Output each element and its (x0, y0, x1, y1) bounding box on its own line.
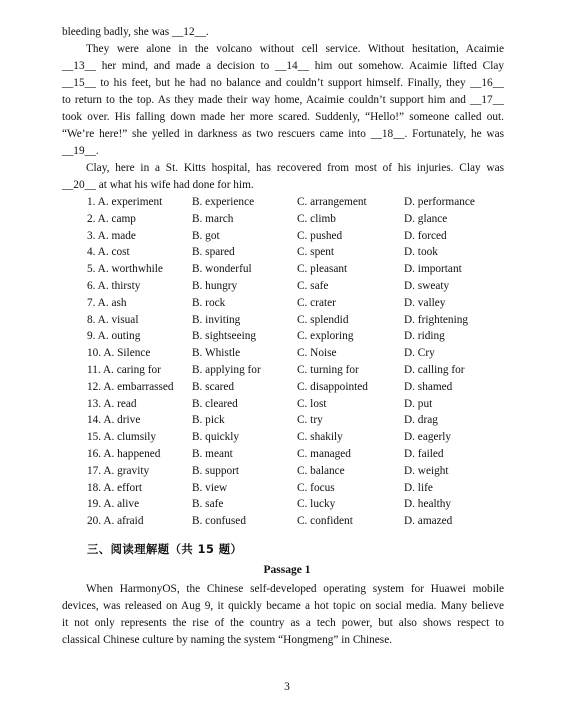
choice-option: C. disappointed (297, 380, 368, 393)
passage-line: it not only represents the rise of the country as a tech power, but also shows respect to (62, 617, 504, 629)
choice-option: C. try (297, 414, 323, 427)
choice-option: 14. A. drive (87, 414, 141, 427)
choice-row (87, 261, 507, 278)
choice-option: 13. A. read (87, 397, 137, 410)
choice-row (87, 244, 507, 261)
passage-line: __20__ at what his wife had done for him. (62, 179, 254, 191)
choice-option: C. splendid (297, 313, 349, 326)
choice-option: D. drag (404, 414, 438, 427)
choice-row (87, 480, 507, 497)
choice-row (87, 312, 507, 329)
section-heading: 三、阅读理解题（共 15 题） (87, 543, 243, 556)
passage-line: When HarmonyOS, the Chinese self-developed operating system for Huawei mobile (86, 583, 504, 595)
choice-option: C. turning for (297, 363, 359, 376)
choice-option: 8. A. visual (87, 313, 139, 326)
choice-option: 3. A. made (87, 229, 136, 242)
choice-option: C. lost (297, 397, 327, 410)
choice-option: B. confused (192, 515, 246, 528)
choice-option: D. Cry (404, 347, 435, 360)
choice-option: 19. A. alive (87, 498, 140, 511)
choice-option: 12. A. embarrassed (87, 380, 174, 393)
choice-option: C. pleasant (297, 263, 348, 276)
passage-title: Passage 1 (263, 564, 311, 576)
choice-option: B. sightseeing (192, 330, 257, 343)
choice-option: C. crater (297, 296, 336, 309)
choice-option: C. focus (297, 481, 335, 494)
choice-option: B. march (192, 212, 234, 225)
choice-row (87, 345, 507, 362)
answer-choices-list (87, 194, 507, 530)
choice-option: D. frightening (404, 313, 469, 326)
choice-option: D. calling for (404, 363, 465, 376)
choice-option: D. weight (404, 464, 449, 477)
choice-row (87, 362, 507, 379)
choice-option: B. quickly (192, 431, 240, 444)
passage-line: __19__. (62, 145, 99, 157)
choice-row (87, 463, 507, 480)
passage-line: classical Chinese culture by naming the system “Hongmeng” in Chinese. (62, 634, 393, 646)
choice-option: 11. A. caring for (87, 363, 161, 376)
choice-row (87, 429, 507, 446)
choice-option: B. hungry (192, 279, 238, 292)
choice-option: 15. A. clumsily (87, 431, 157, 444)
choice-option: C. arrangement (297, 196, 367, 208)
choice-option: C. Noise (297, 347, 337, 360)
passage-line: bleeding badly, she was __12__. (62, 26, 209, 38)
choice-option: D. healthy (404, 498, 452, 511)
choice-option: B. inviting (192, 313, 241, 326)
choice-row (87, 513, 507, 530)
passage-line: __15__ to his feet, but he had no balance and couldn’t support himself. Finally, they __16__ (62, 77, 504, 89)
choice-option: C. climb (297, 212, 336, 225)
passage-line: Clay, here in a St. Kitts hospital, has recovered from most of his injuries. Clay was (86, 162, 504, 174)
choice-option: D. failed (404, 447, 444, 460)
choice-row (87, 396, 507, 413)
choice-option: C. balance (297, 464, 345, 477)
choice-option: 10. A. Silence (87, 347, 151, 360)
choice-option: 16. A. happened (87, 447, 161, 460)
choice-option: 9. A. outing (87, 330, 141, 343)
choice-row (87, 211, 507, 228)
page-number: 3 (284, 681, 290, 693)
choice-option: C. lucky (297, 498, 336, 511)
choice-row (87, 228, 507, 245)
choice-option: D. performance (404, 196, 475, 208)
choice-option: C. confident (297, 515, 353, 528)
choice-option: D. important (404, 263, 462, 276)
passage-1-text (62, 581, 504, 649)
choice-option: B. got (192, 229, 220, 242)
choice-row (87, 295, 507, 312)
choice-option: D. shamed (404, 380, 453, 393)
choice-option: B. scared (192, 380, 235, 393)
passage-line: __13__ her mind, and made a decision to __14__ him out somehow. Acaimie lifted Clay (62, 60, 504, 72)
choice-option: D. life (404, 481, 433, 494)
passage-line: to return to the top. As they made their way home, Acaimie couldn’t support him and __17__ (62, 94, 504, 106)
choice-option: B. support (192, 464, 240, 477)
choice-row (87, 194, 507, 211)
choice-option: 4. A. cost (87, 246, 130, 259)
choice-option: D. eagerly (404, 431, 452, 444)
choice-option: D. put (404, 397, 433, 410)
choice-option: D. riding (404, 330, 445, 343)
choice-option: D. amazed (404, 515, 453, 528)
choice-option: 20. A. afraid (87, 515, 144, 528)
choice-option: B. pick (192, 414, 225, 427)
choice-option: B. view (192, 481, 228, 494)
choice-option: C. shakily (297, 431, 343, 444)
choice-option: 1. A. experiment (87, 196, 163, 208)
choice-option: C. exploring (297, 330, 354, 343)
choice-row (87, 446, 507, 463)
choice-option: 5. A. worthwhile (87, 263, 163, 276)
choice-option: D. valley (404, 296, 446, 309)
choice-option: B. meant (192, 447, 233, 460)
choice-option: B. rock (192, 296, 226, 309)
choice-option: C. pushed (297, 229, 343, 242)
choice-option: B. spared (192, 246, 235, 259)
choice-row (87, 379, 507, 396)
passage-line: They were alone in the volcano without cell service. Without hesitation, Acaimie (86, 43, 504, 55)
passage-line: devices, was released on Aug 9, it quickly became a hot topic on social media. Many believe (62, 600, 504, 612)
choice-option: B. safe (192, 498, 224, 511)
choice-option: B. experience (192, 196, 255, 208)
choice-option: B. applying for (192, 363, 261, 376)
choice-option: B. Whistle (192, 347, 241, 360)
choice-option: C. managed (297, 447, 351, 460)
choice-option: C. safe (297, 279, 329, 292)
choice-option: D. sweaty (404, 279, 450, 292)
choice-option: 17. A. gravity (87, 464, 150, 477)
cloze-passage-continued (62, 24, 504, 194)
choice-option: B. wonderful (192, 263, 252, 276)
choice-row (87, 328, 507, 345)
choice-option: D. took (404, 246, 438, 259)
choice-row (87, 278, 507, 295)
choice-row (87, 496, 507, 513)
choice-option: D. glance (404, 212, 448, 225)
choice-option: 6. A. thirsty (87, 279, 141, 292)
passage-line: took over. His falling down made her more scared. Suddenly, “Hello!” someone called out. (62, 111, 504, 123)
choice-option: C. spent (297, 246, 335, 259)
choice-option: 2. A. camp (87, 212, 136, 225)
choice-option: 18. A. effort (87, 481, 143, 494)
choice-row (87, 412, 507, 429)
choice-option: B. cleared (192, 397, 238, 410)
passage-line: “We’re here!” she yelled in darkness as two rescuers came into __18__. Fortunately, he was (62, 128, 504, 140)
choice-option: 7. A. ash (87, 296, 127, 309)
choice-option: D. forced (404, 229, 447, 242)
